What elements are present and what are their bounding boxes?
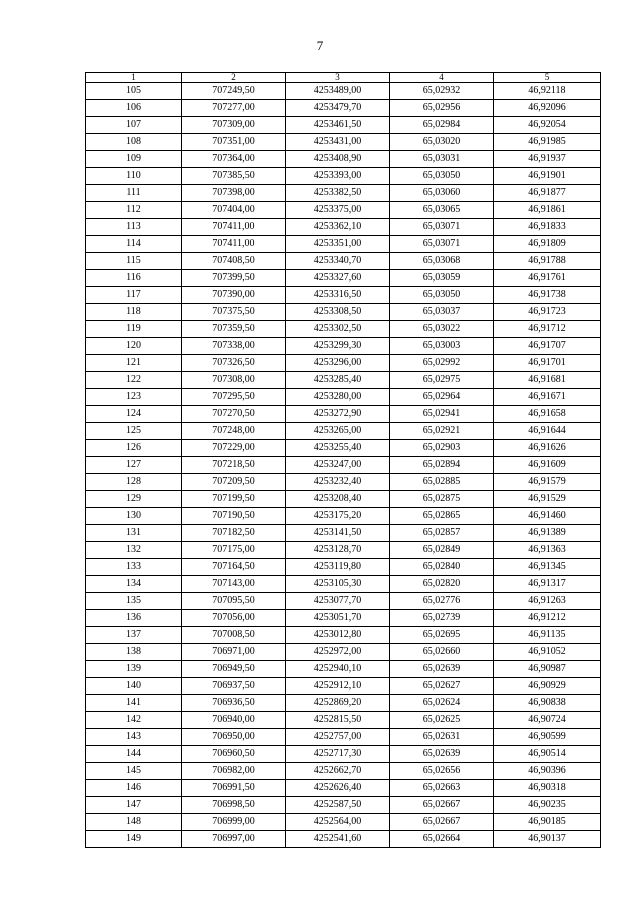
x-coordinate-cell: 706991,50 (182, 780, 286, 797)
point-number-cell: 122 (86, 372, 182, 389)
table-row (86, 593, 601, 610)
point-number-cell: 136 (86, 610, 182, 627)
x-coordinate-cell: 707190,50 (182, 508, 286, 525)
y-coordinate-cell: 4253012,80 (286, 627, 390, 644)
x-coordinate-cell: 706950,00 (182, 729, 286, 746)
latitude-cell: 46,91345 (494, 559, 601, 576)
y-coordinate-cell: 4253489,00 (286, 83, 390, 100)
table-row (86, 525, 601, 542)
x-coordinate-cell: 707008,50 (182, 627, 286, 644)
longitude-cell: 65,02663 (390, 780, 494, 797)
y-coordinate-cell: 4253340,70 (286, 253, 390, 270)
y-coordinate-cell: 4253280,00 (286, 389, 390, 406)
point-number-cell: 113 (86, 219, 182, 236)
table-row (86, 661, 601, 678)
table-row (86, 168, 601, 185)
latitude-cell: 46,91460 (494, 508, 601, 525)
latitude-cell: 46,92054 (494, 117, 601, 134)
table-row (86, 287, 601, 304)
x-coordinate-cell: 707143,00 (182, 576, 286, 593)
x-coordinate-cell: 707308,00 (182, 372, 286, 389)
x-coordinate-cell: 707248,00 (182, 423, 286, 440)
latitude-cell: 46,91671 (494, 389, 601, 406)
point-number-cell: 146 (86, 780, 182, 797)
table-row (86, 797, 601, 814)
y-coordinate-cell: 4253375,00 (286, 202, 390, 219)
longitude-cell: 65,02875 (390, 491, 494, 508)
point-number-cell: 116 (86, 270, 182, 287)
point-number-cell: 114 (86, 236, 182, 253)
x-coordinate-cell: 707164,50 (182, 559, 286, 576)
point-number-cell: 112 (86, 202, 182, 219)
y-coordinate-cell: 4252972,00 (286, 644, 390, 661)
point-number-cell: 131 (86, 525, 182, 542)
longitude-cell: 65,02932 (390, 83, 494, 100)
table-row (86, 610, 601, 627)
point-number-cell: 123 (86, 389, 182, 406)
longitude-cell: 65,02975 (390, 372, 494, 389)
point-number-cell: 108 (86, 134, 182, 151)
longitude-cell: 65,02992 (390, 355, 494, 372)
y-coordinate-cell: 4253431,00 (286, 134, 390, 151)
x-coordinate-cell: 706937,50 (182, 678, 286, 695)
y-coordinate-cell: 4253408,90 (286, 151, 390, 168)
latitude-cell: 46,91363 (494, 542, 601, 559)
y-coordinate-cell: 4253382,50 (286, 185, 390, 202)
longitude-cell: 65,02941 (390, 406, 494, 423)
y-coordinate-cell: 4253479,70 (286, 100, 390, 117)
table-row (86, 321, 601, 338)
x-coordinate-cell: 707385,50 (182, 168, 286, 185)
latitude-cell: 46,91579 (494, 474, 601, 491)
coordinates-table (85, 72, 601, 848)
latitude-cell: 46,91644 (494, 423, 601, 440)
table-row (86, 355, 601, 372)
longitude-cell: 65,02921 (390, 423, 494, 440)
point-number-cell: 111 (86, 185, 182, 202)
table-row (86, 185, 601, 202)
longitude-cell: 65,02695 (390, 627, 494, 644)
x-coordinate-cell: 707364,00 (182, 151, 286, 168)
point-number-cell: 125 (86, 423, 182, 440)
longitude-cell: 65,03003 (390, 338, 494, 355)
y-coordinate-cell: 4253208,40 (286, 491, 390, 508)
point-number-cell: 121 (86, 355, 182, 372)
x-coordinate-cell: 706982,00 (182, 763, 286, 780)
x-coordinate-cell: 707229,00 (182, 440, 286, 457)
latitude-cell: 46,90838 (494, 695, 601, 712)
x-coordinate-cell: 706998,50 (182, 797, 286, 814)
latitude-cell: 46,91317 (494, 576, 601, 593)
x-coordinate-cell: 707249,50 (182, 83, 286, 100)
y-coordinate-cell: 4252869,20 (286, 695, 390, 712)
table-row (86, 576, 601, 593)
table-header (86, 73, 601, 83)
latitude-cell: 46,91833 (494, 219, 601, 236)
y-coordinate-cell: 4253141,50 (286, 525, 390, 542)
point-number-cell: 133 (86, 559, 182, 576)
x-coordinate-cell: 706940,00 (182, 712, 286, 729)
longitude-cell: 65,02627 (390, 678, 494, 695)
longitude-cell: 65,02660 (390, 644, 494, 661)
longitude-cell: 65,02840 (390, 559, 494, 576)
y-coordinate-cell: 4252626,40 (286, 780, 390, 797)
table-row (86, 219, 601, 236)
y-coordinate-cell: 4253128,70 (286, 542, 390, 559)
latitude-cell: 46,90396 (494, 763, 601, 780)
table-row (86, 746, 601, 763)
longitude-cell: 65,02865 (390, 508, 494, 525)
longitude-cell: 65,02964 (390, 389, 494, 406)
y-coordinate-cell: 4253272,90 (286, 406, 390, 423)
y-coordinate-cell: 4253255,40 (286, 440, 390, 457)
table-row (86, 151, 601, 168)
y-coordinate-cell: 4252815,50 (286, 712, 390, 729)
x-coordinate-cell: 707351,00 (182, 134, 286, 151)
latitude-cell: 46,91389 (494, 525, 601, 542)
x-coordinate-cell: 707375,50 (182, 304, 286, 321)
longitude-cell: 65,02639 (390, 661, 494, 678)
longitude-cell: 65,03065 (390, 202, 494, 219)
table-row (86, 457, 601, 474)
x-coordinate-cell: 707095,50 (182, 593, 286, 610)
point-number-cell: 138 (86, 644, 182, 661)
y-coordinate-cell: 4252564,00 (286, 814, 390, 831)
point-number-cell: 115 (86, 253, 182, 270)
point-number-cell: 144 (86, 746, 182, 763)
longitude-cell: 65,02956 (390, 100, 494, 117)
latitude-cell: 46,91658 (494, 406, 601, 423)
latitude-cell: 46,90724 (494, 712, 601, 729)
table-row (86, 644, 601, 661)
longitude-cell: 65,02776 (390, 593, 494, 610)
point-number-cell: 118 (86, 304, 182, 321)
latitude-cell: 46,90987 (494, 661, 601, 678)
table-row (86, 372, 601, 389)
longitude-cell: 65,02849 (390, 542, 494, 559)
x-coordinate-cell: 706936,50 (182, 695, 286, 712)
x-coordinate-cell: 706949,50 (182, 661, 286, 678)
x-coordinate-cell: 707398,00 (182, 185, 286, 202)
longitude-cell: 65,02625 (390, 712, 494, 729)
x-coordinate-cell: 707056,00 (182, 610, 286, 627)
latitude-cell: 46,90235 (494, 797, 601, 814)
x-coordinate-cell: 706971,00 (182, 644, 286, 661)
x-coordinate-cell: 707295,50 (182, 389, 286, 406)
table-row (86, 117, 601, 134)
point-number-cell: 106 (86, 100, 182, 117)
y-coordinate-cell: 4253362,10 (286, 219, 390, 236)
latitude-cell: 46,91738 (494, 287, 601, 304)
point-number-cell: 117 (86, 287, 182, 304)
y-coordinate-cell: 4253302,50 (286, 321, 390, 338)
y-coordinate-cell: 4253077,70 (286, 593, 390, 610)
longitude-cell: 65,03071 (390, 236, 494, 253)
point-number-cell: 126 (86, 440, 182, 457)
table-row (86, 491, 601, 508)
column-header-1: 1 (86, 73, 182, 83)
longitude-cell: 65,03022 (390, 321, 494, 338)
point-number-cell: 129 (86, 491, 182, 508)
column-header-4: 4 (390, 73, 494, 83)
y-coordinate-cell: 4253351,00 (286, 236, 390, 253)
point-number-cell: 148 (86, 814, 182, 831)
longitude-cell: 65,03050 (390, 168, 494, 185)
y-coordinate-cell: 4252757,00 (286, 729, 390, 746)
table-row (86, 542, 601, 559)
point-number-cell: 105 (86, 83, 182, 100)
y-coordinate-cell: 4252912,10 (286, 678, 390, 695)
longitude-cell: 65,02656 (390, 763, 494, 780)
point-number-cell: 147 (86, 797, 182, 814)
y-coordinate-cell: 4253393,00 (286, 168, 390, 185)
table-row (86, 729, 601, 746)
point-number-cell: 132 (86, 542, 182, 559)
longitude-cell: 65,03031 (390, 151, 494, 168)
latitude-cell: 46,92118 (494, 83, 601, 100)
latitude-cell: 46,90318 (494, 780, 601, 797)
x-coordinate-cell: 707182,50 (182, 525, 286, 542)
latitude-cell: 46,91707 (494, 338, 601, 355)
table-row (86, 780, 601, 797)
latitude-cell: 46,91263 (494, 593, 601, 610)
x-coordinate-cell: 706999,00 (182, 814, 286, 831)
x-coordinate-cell: 707270,50 (182, 406, 286, 423)
x-coordinate-cell: 707399,50 (182, 270, 286, 287)
table-row (86, 678, 601, 695)
header-row (86, 73, 601, 83)
latitude-cell: 46,90137 (494, 831, 601, 848)
y-coordinate-cell: 4253232,40 (286, 474, 390, 491)
latitude-cell: 46,91626 (494, 440, 601, 457)
y-coordinate-cell: 4253175,20 (286, 508, 390, 525)
y-coordinate-cell: 4253327,60 (286, 270, 390, 287)
point-number-cell: 135 (86, 593, 182, 610)
x-coordinate-cell: 707309,00 (182, 117, 286, 134)
point-number-cell: 139 (86, 661, 182, 678)
y-coordinate-cell: 4253051,70 (286, 610, 390, 627)
latitude-cell: 46,91701 (494, 355, 601, 372)
latitude-cell: 46,90514 (494, 746, 601, 763)
longitude-cell: 65,02739 (390, 610, 494, 627)
point-number-cell: 110 (86, 168, 182, 185)
point-number-cell: 140 (86, 678, 182, 695)
table-row (86, 253, 601, 270)
y-coordinate-cell: 4253308,50 (286, 304, 390, 321)
y-coordinate-cell: 4252940,10 (286, 661, 390, 678)
longitude-cell: 65,02624 (390, 695, 494, 712)
longitude-cell: 65,02667 (390, 797, 494, 814)
latitude-cell: 46,91937 (494, 151, 601, 168)
latitude-cell: 46,91529 (494, 491, 601, 508)
longitude-cell: 65,03059 (390, 270, 494, 287)
longitude-cell: 65,03071 (390, 219, 494, 236)
x-coordinate-cell: 707218,50 (182, 457, 286, 474)
y-coordinate-cell: 4252541,60 (286, 831, 390, 848)
table-row (86, 627, 601, 644)
longitude-cell: 65,02885 (390, 474, 494, 491)
column-header-2: 2 (182, 73, 286, 83)
x-coordinate-cell: 707411,00 (182, 236, 286, 253)
latitude-cell: 46,91861 (494, 202, 601, 219)
table-row (86, 712, 601, 729)
latitude-cell: 46,90599 (494, 729, 601, 746)
table-row (86, 831, 601, 848)
table-row (86, 304, 601, 321)
latitude-cell: 46,91609 (494, 457, 601, 474)
y-coordinate-cell: 4252587,50 (286, 797, 390, 814)
longitude-cell: 65,02631 (390, 729, 494, 746)
point-number-cell: 143 (86, 729, 182, 746)
y-coordinate-cell: 4253461,50 (286, 117, 390, 134)
table-row (86, 100, 601, 117)
longitude-cell: 65,02820 (390, 576, 494, 593)
point-number-cell: 145 (86, 763, 182, 780)
y-coordinate-cell: 4253247,00 (286, 457, 390, 474)
x-coordinate-cell: 707175,00 (182, 542, 286, 559)
x-coordinate-cell: 707404,00 (182, 202, 286, 219)
point-number-cell: 142 (86, 712, 182, 729)
y-coordinate-cell: 4253119,80 (286, 559, 390, 576)
table-row (86, 508, 601, 525)
latitude-cell: 46,90185 (494, 814, 601, 831)
column-header-5: 5 (494, 73, 601, 83)
longitude-cell: 65,02639 (390, 746, 494, 763)
longitude-cell: 65,03020 (390, 134, 494, 151)
latitude-cell: 46,91681 (494, 372, 601, 389)
y-coordinate-cell: 4253265,00 (286, 423, 390, 440)
longitude-cell: 65,02903 (390, 440, 494, 457)
point-number-cell: 124 (86, 406, 182, 423)
latitude-cell: 46,91901 (494, 168, 601, 185)
longitude-cell: 65,02857 (390, 525, 494, 542)
table-row (86, 695, 601, 712)
x-coordinate-cell: 707326,50 (182, 355, 286, 372)
table-row (86, 389, 601, 406)
x-coordinate-cell: 707390,00 (182, 287, 286, 304)
latitude-cell: 46,91809 (494, 236, 601, 253)
point-number-cell: 119 (86, 321, 182, 338)
latitude-cell: 46,91877 (494, 185, 601, 202)
latitude-cell: 46,91052 (494, 644, 601, 661)
point-number-cell: 128 (86, 474, 182, 491)
y-coordinate-cell: 4253299,30 (286, 338, 390, 355)
latitude-cell: 46,91723 (494, 304, 601, 321)
longitude-cell: 65,03037 (390, 304, 494, 321)
latitude-cell: 46,90929 (494, 678, 601, 695)
latitude-cell: 46,91212 (494, 610, 601, 627)
longitude-cell: 65,03060 (390, 185, 494, 202)
point-number-cell: 137 (86, 627, 182, 644)
x-coordinate-cell: 707199,50 (182, 491, 286, 508)
table-row (86, 406, 601, 423)
x-coordinate-cell: 707209,50 (182, 474, 286, 491)
y-coordinate-cell: 4253296,00 (286, 355, 390, 372)
latitude-cell: 46,91761 (494, 270, 601, 287)
y-coordinate-cell: 4253316,50 (286, 287, 390, 304)
y-coordinate-cell: 4253105,30 (286, 576, 390, 593)
point-number-cell: 134 (86, 576, 182, 593)
longitude-cell: 65,02667 (390, 814, 494, 831)
column-header-3: 3 (286, 73, 390, 83)
page-number: 7 (316, 38, 324, 53)
x-coordinate-cell: 707338,00 (182, 338, 286, 355)
table-row (86, 440, 601, 457)
x-coordinate-cell: 706997,00 (182, 831, 286, 848)
point-number-cell: 107 (86, 117, 182, 134)
x-coordinate-cell: 706960,50 (182, 746, 286, 763)
point-number-cell: 149 (86, 831, 182, 848)
table-body (86, 83, 601, 848)
latitude-cell: 46,91788 (494, 253, 601, 270)
x-coordinate-cell: 707408,50 (182, 253, 286, 270)
longitude-cell: 65,02664 (390, 831, 494, 848)
point-number-cell: 127 (86, 457, 182, 474)
latitude-cell: 46,91985 (494, 134, 601, 151)
latitude-cell: 46,92096 (494, 100, 601, 117)
table-row (86, 559, 601, 576)
y-coordinate-cell: 4252662,70 (286, 763, 390, 780)
longitude-cell: 65,02894 (390, 457, 494, 474)
point-number-cell: 130 (86, 508, 182, 525)
table-row (86, 134, 601, 151)
table-row (86, 83, 601, 100)
latitude-cell: 46,91712 (494, 321, 601, 338)
latitude-cell: 46,91135 (494, 627, 601, 644)
table-row (86, 202, 601, 219)
longitude-cell: 65,02984 (390, 117, 494, 134)
point-number-cell: 109 (86, 151, 182, 168)
table-row (86, 814, 601, 831)
table-row (86, 270, 601, 287)
x-coordinate-cell: 707411,00 (182, 219, 286, 236)
y-coordinate-cell: 4253285,40 (286, 372, 390, 389)
table-row (86, 338, 601, 355)
x-coordinate-cell: 707359,50 (182, 321, 286, 338)
point-number-cell: 141 (86, 695, 182, 712)
table-row (86, 474, 601, 491)
longitude-cell: 65,03050 (390, 287, 494, 304)
point-number-cell: 120 (86, 338, 182, 355)
table-row (86, 423, 601, 440)
x-coordinate-cell: 707277,00 (182, 100, 286, 117)
table-row (86, 763, 601, 780)
y-coordinate-cell: 4252717,30 (286, 746, 390, 763)
table-row (86, 236, 601, 253)
longitude-cell: 65,03068 (390, 253, 494, 270)
